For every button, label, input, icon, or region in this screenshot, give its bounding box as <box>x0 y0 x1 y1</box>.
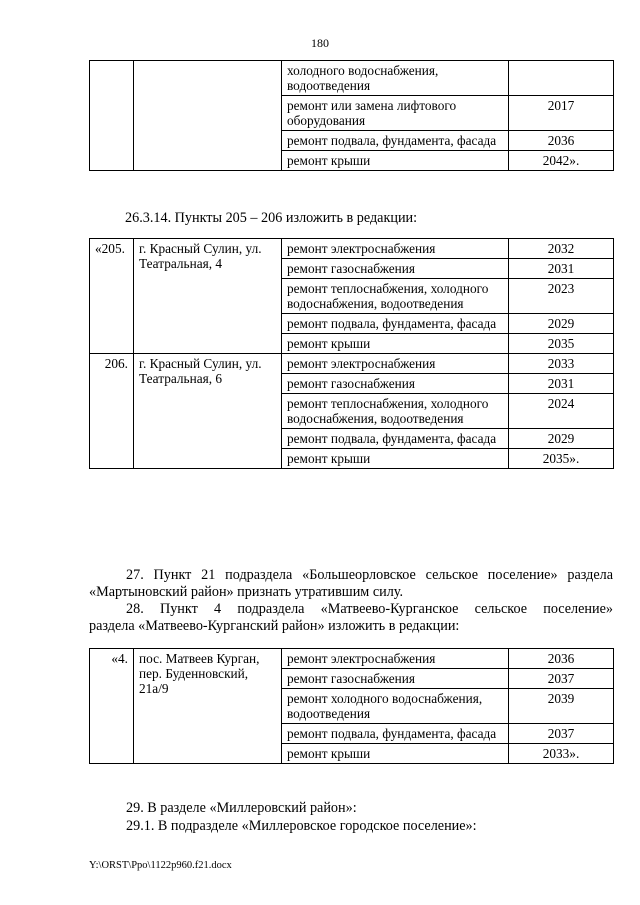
work-cell: ремонт подвала, фундамента, фасада <box>282 429 509 449</box>
year-cell: 2032 <box>509 239 614 259</box>
work-cell: ремонт крыши <box>282 744 509 764</box>
work-cell: ремонт газоснабжения <box>282 669 509 689</box>
work-cell: ремонт холодного водоснабжения, водоотведения <box>282 689 509 724</box>
item-number: 206. <box>90 354 134 469</box>
work-cell: ремонт электроснабжения <box>282 354 509 374</box>
year-cell: 2042». <box>509 151 614 171</box>
paragraph-29: 29. В разделе «Миллеровский район»: <box>126 800 357 816</box>
item-address: г. Красный Сулин, ул. Театральная, 4 <box>134 239 282 354</box>
work-cell: ремонт крыши <box>282 151 509 171</box>
year-cell: 2037 <box>509 724 614 744</box>
continuation-table <box>89 60 614 171</box>
work-cell: ремонт крыши <box>282 334 509 354</box>
work-cell: ремонт газоснабжения <box>282 374 509 394</box>
table-row <box>90 649 614 669</box>
work-cell: ремонт теплоснабжения, холодного водоснабжения, водоотведения <box>282 394 509 429</box>
item-4-table <box>89 648 614 764</box>
year-cell: 2033». <box>509 744 614 764</box>
footer-file-path: Y:\ORST\Ppo\1122p960.f21.docx <box>89 860 232 871</box>
paragraph-29-1: 29.1. В подразделе «Миллеровское городское поселение»: <box>126 818 477 834</box>
year-cell: 2037 <box>509 669 614 689</box>
page-number: 180 <box>311 36 329 50</box>
table-row <box>90 61 614 96</box>
paragraph-27-line-1: 27. Пункт 21 подраздела «Большеорловское сельское поселение» раздела <box>126 567 613 583</box>
year-cell <box>509 61 614 96</box>
items-205-206-table <box>89 238 614 469</box>
year-cell: 2023 <box>509 279 614 314</box>
paragraph-28-line-1: 28. Пункт 4 подраздела «Матвеево-Курганское сельское поселение» <box>126 601 613 617</box>
year-cell: 2036 <box>509 131 614 151</box>
year-cell: 2029 <box>509 429 614 449</box>
num-cell <box>90 61 134 171</box>
year-cell: 2039 <box>509 689 614 724</box>
table-row <box>90 239 614 259</box>
year-cell: 2024 <box>509 394 614 429</box>
year-cell: 2035». <box>509 449 614 469</box>
year-cell: 2029 <box>509 314 614 334</box>
paragraph-27-line-2: «Мартыновский район» признать утратившим силу. <box>89 584 404 600</box>
table-row <box>90 354 614 374</box>
work-cell: ремонт или замена лифтового оборудования <box>282 96 509 131</box>
work-cell: ремонт газоснабжения <box>282 259 509 279</box>
year-cell: 2033 <box>509 354 614 374</box>
work-cell: ремонт подвала, фундамента, фасада <box>282 724 509 744</box>
item-number: «4. <box>90 649 134 764</box>
year-cell: 2035 <box>509 334 614 354</box>
year-cell: 2031 <box>509 374 614 394</box>
work-cell: ремонт крыши <box>282 449 509 469</box>
work-cell: ремонт подвала, фундамента, фасада <box>282 314 509 334</box>
item-address: пос. Матвеев Курган, пер. Буденновский, 21а/9 <box>134 649 282 764</box>
work-cell: ремонт электроснабжения <box>282 239 509 259</box>
item-address: г. Красный Сулин, ул. Театральная, 6 <box>134 354 282 469</box>
work-cell: ремонт теплоснабжения, холодного водоснабжения, водоотведения <box>282 279 509 314</box>
year-cell: 2036 <box>509 649 614 669</box>
item-number: «205. <box>90 239 134 354</box>
work-cell: ремонт электроснабжения <box>282 649 509 669</box>
paragraph-26-3-14: 26.3.14. Пункты 205 – 206 изложить в редакции: <box>125 210 418 226</box>
paragraph-28-line-2: раздела «Матвеево-Курганский район» изложить в редакции: <box>89 618 460 634</box>
work-cell: холодного водоснабжения, водоотведения <box>282 61 509 96</box>
work-cell: ремонт подвала, фундамента, фасада <box>282 131 509 151</box>
year-cell: 2017 <box>509 96 614 131</box>
address-cell <box>134 61 282 171</box>
year-cell: 2031 <box>509 259 614 279</box>
